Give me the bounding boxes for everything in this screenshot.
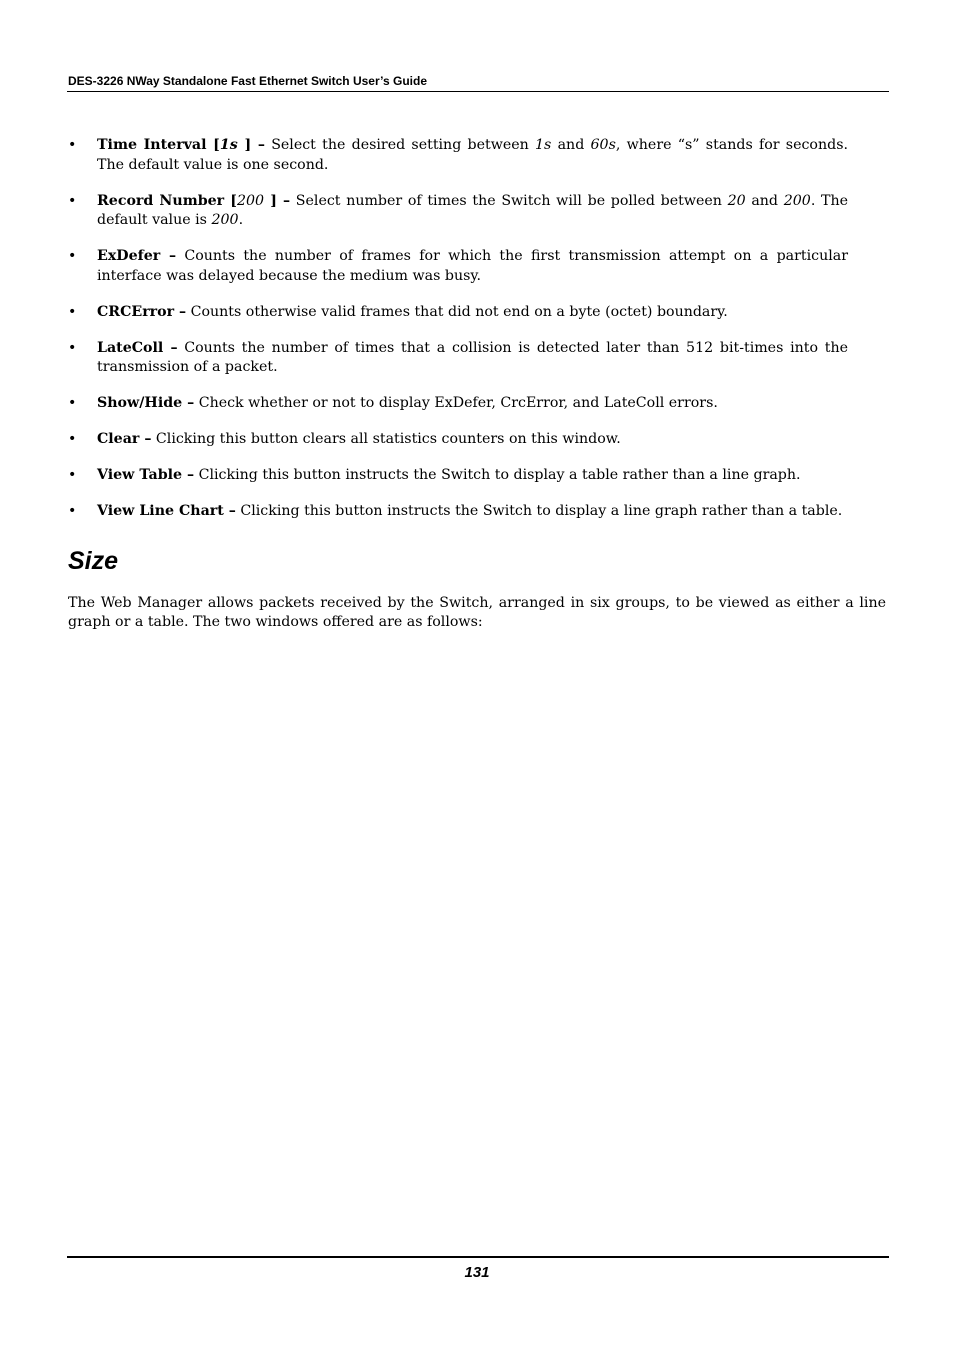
list-item-crcerror	[68, 303, 886, 323]
footer-rule	[67, 1256, 889, 1258]
list-item-view-line-chart	[68, 502, 886, 522]
section-title: Size	[68, 546, 119, 575]
page-number: 131	[464, 1264, 490, 1281]
list-item-record-number: • Record Number [200 ] – Select number of times the Switch will be polled between 20 and 200. The default value is 200.	[68, 192, 848, 231]
desc-latecoll: Counts the number of times that a collision is detected later than 512 bit-times into the transmission of a packet.	[97, 339, 848, 375]
desc-clear: Clicking this button clears all statistics counters on this window.	[151, 431, 621, 447]
term-view-line-chart: View Line Chart –	[97, 503, 236, 519]
page-content	[68, 136, 886, 633]
list-item-time-interval: • Time Interval [1s ] – Select the desired setting between 1s and 60s, where “s” stands for seconds. The default value is one second.	[68, 136, 848, 175]
list-item-show-hide	[68, 394, 886, 414]
term-clear: Clear –	[97, 431, 152, 447]
list-item-latecoll	[68, 339, 848, 378]
header-rule	[67, 91, 889, 92]
term-time-interval: Time Interval [1s ] –	[97, 137, 265, 153]
list-item-exdefer	[68, 247, 848, 286]
desc-show-hide: Check whether or not to display ExDefer, CrcError, and LateColl errors.	[194, 395, 718, 411]
term-show-hide: Show/Hide –	[97, 395, 195, 411]
term-record-number: Record Number [200 ] –	[97, 192, 291, 209]
field-description-list	[68, 136, 886, 522]
term-view-table: View Table –	[97, 467, 195, 483]
desc-exdefer: Counts the number of frames for which the first transmission attempt on a particular interface was delayed because the medium was busy.	[97, 248, 848, 284]
desc-view-table: Clicking this button instructs the Switch to display a table rather than a line graph.	[194, 467, 801, 483]
term-crcerror: CRCError –	[97, 303, 187, 320]
term-exdefer: ExDefer –	[97, 248, 177, 264]
desc-view-line-chart: Clicking this button instructs the Switch to display a line graph rather than a table.	[235, 503, 843, 519]
list-item-view-table	[68, 466, 848, 486]
desc-crcerror: Counts otherwise valid frames that did not end on a byte (octet) boundary.	[186, 303, 728, 320]
term-latecoll: LateColl –	[97, 339, 178, 356]
running-header: DES-3226 NWay Standalone Fast Ethernet Switch User’s Guide	[68, 74, 427, 88]
section-intro: The Web Manager allows packets received by the Switch, arranged in six groups, to be viewed as either a line graph or a table. The two windows offered are as follows:	[68, 594, 886, 630]
list-item-clear	[68, 430, 886, 450]
